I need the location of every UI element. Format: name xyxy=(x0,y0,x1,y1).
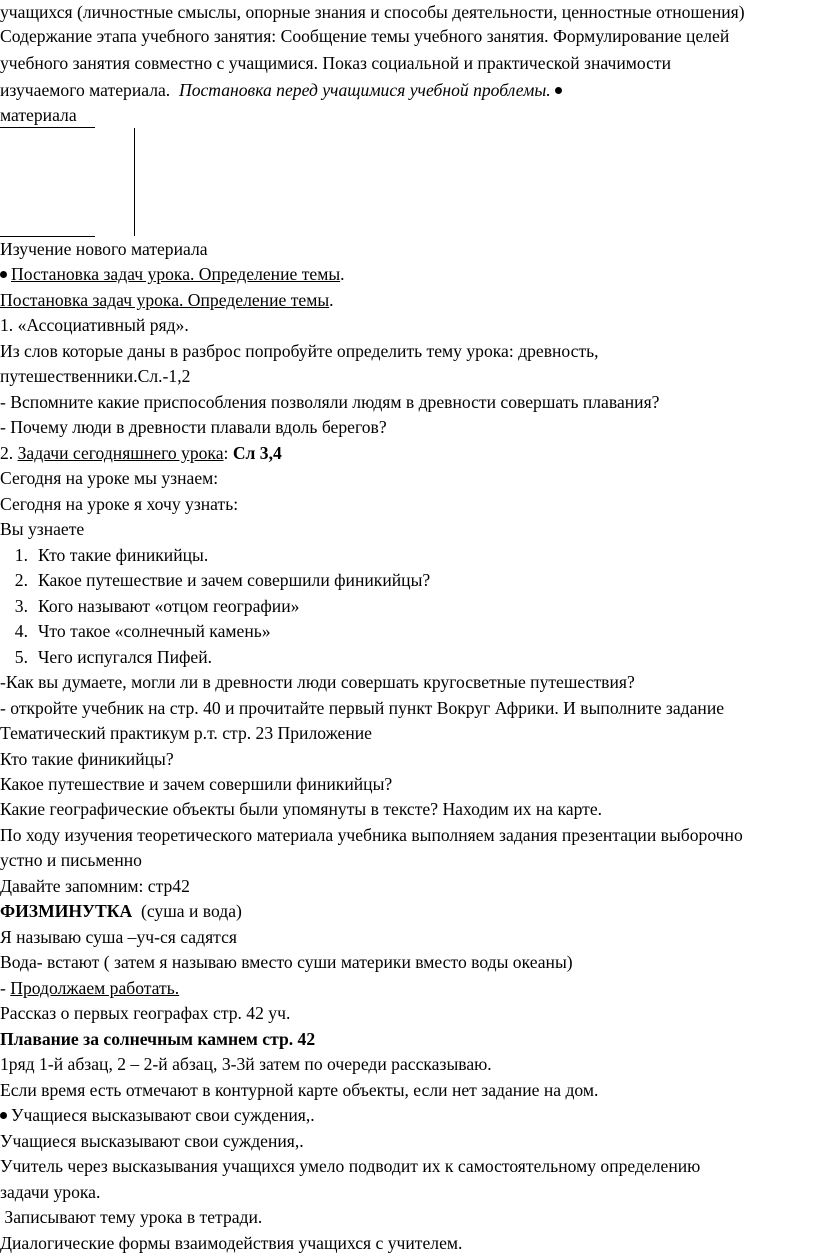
text: : xyxy=(223,443,233,463)
text: - Вспомните какие приспособления позволяли людям в древности совершать плавания? xyxy=(0,392,660,412)
text-line xyxy=(0,1001,290,1025)
text-line xyxy=(0,950,573,974)
section-heading xyxy=(0,237,208,261)
list-item xyxy=(0,543,208,567)
text: По ходу изучения теоретического материала учебника выполняем задания презентации выборочно xyxy=(0,825,743,845)
text-line xyxy=(0,51,671,75)
text: задачи урока. xyxy=(0,1182,101,1202)
underlined-text: Постановка задач урока. Определение темы xyxy=(0,290,330,310)
text-line xyxy=(0,339,599,363)
text: Кто такие финикийцы. xyxy=(38,545,209,565)
underlined-text: Постановка задач урока. Определение темы xyxy=(11,264,341,284)
text-line xyxy=(0,797,602,821)
text: 2. xyxy=(0,443,18,463)
bold-text: Плавание за солнечным камнем стр. 42 xyxy=(0,1029,316,1049)
text: Учащиеся высказывают свои суждения,. xyxy=(0,1131,304,1151)
text: Тематический практикум р.т. стр. 23 Приложение xyxy=(0,723,372,743)
list-number: 2. xyxy=(14,570,28,590)
text: Из слов которые даны в разброс попробуйте определить тему урока: древность, xyxy=(0,341,599,361)
text: учащихся (личностные смыслы, опорные знания и способы деятельности, ценностные отношения) xyxy=(0,2,745,22)
text: Я называю суша –уч-ся садятся xyxy=(0,927,237,947)
text-line xyxy=(0,721,372,745)
text-line xyxy=(0,1180,100,1204)
text-line xyxy=(0,772,392,796)
text-line xyxy=(0,24,729,48)
text-line xyxy=(0,874,190,898)
horizontal-rule xyxy=(0,127,95,128)
text-line xyxy=(0,441,282,465)
text: Какое путешествие и зачем совершили финикийцы? xyxy=(0,774,393,794)
text-line xyxy=(0,1205,262,1229)
text-line xyxy=(0,0,745,24)
list-number: 4. xyxy=(14,621,28,641)
text-line xyxy=(0,288,334,312)
text: . xyxy=(340,264,345,284)
text: Рассказ о первых географах стр. 42 уч. xyxy=(0,1003,291,1023)
text-line xyxy=(0,1129,304,1153)
text-line xyxy=(0,1231,462,1255)
underlined-text: Задачи сегодняшнего урока xyxy=(17,443,224,463)
text: Вы узнаете xyxy=(0,519,85,539)
text: устно и письменно xyxy=(0,850,142,870)
text: Кто такие финикийцы? xyxy=(0,749,174,769)
bullet-icon xyxy=(0,1112,7,1119)
text: 1ряд 1-й абзац, 2 – 2-й абзац, 3-3й затем по очереди рассказываю. xyxy=(0,1054,492,1074)
text: материала xyxy=(0,105,77,125)
text: - Почему люди в древности плавали вдоль берегов? xyxy=(0,417,387,437)
list-item xyxy=(0,645,212,669)
text-line xyxy=(0,899,242,923)
text: Сегодня на уроке я хочу узнать: xyxy=(0,494,239,514)
text: Если время есть отмечают в контурной карте объекты, если нет задание на дом. xyxy=(0,1080,599,1100)
text-line xyxy=(0,313,189,337)
bold-text: ФИЗМИНУТКА xyxy=(0,901,133,921)
problem-statement-italic: Постановка перед учащимися учебной проблемы. xyxy=(179,80,551,100)
text: Какие географические объекты были упомянуты в тексте? Находим их на карте. xyxy=(0,799,603,819)
text-line xyxy=(0,1103,315,1127)
text: Диалогические формы взаимодействия учащихся с учителем. xyxy=(0,1233,463,1253)
text: - xyxy=(0,978,11,998)
text: Какое путешествие и зачем совершили финикийцы? xyxy=(38,570,431,590)
text-line xyxy=(0,1052,492,1076)
text: Содержание этапа учебного занятия: Сообщение темы учебного занятия. Формулирование целей xyxy=(0,26,730,46)
text-line xyxy=(0,517,84,541)
list-item xyxy=(0,568,430,592)
text-line xyxy=(0,976,179,1000)
text: (суша и вода) xyxy=(132,901,242,921)
list-number: 3. xyxy=(14,596,28,616)
text-line xyxy=(0,1078,598,1102)
text: Записывают тему урока в тетради. xyxy=(0,1207,263,1227)
text-line xyxy=(0,823,743,847)
text: изучаемого материала. xyxy=(0,80,171,100)
list-number: 1. xyxy=(14,545,28,565)
text: . xyxy=(329,290,334,310)
text: -Как вы думаете, могли ли в древности люди совершать кругосветные путешествия? xyxy=(0,672,635,692)
text: Давайте запомним: стр42 xyxy=(0,876,190,896)
bold-text: Сл 3,4 xyxy=(232,443,282,463)
underlined-text: Продолжаем работать. xyxy=(10,978,180,998)
text: Учащиеся высказывают свои суждения,. xyxy=(11,1105,315,1125)
vertical-rule xyxy=(134,128,135,236)
list-number: 5. xyxy=(14,647,28,667)
text-line xyxy=(0,364,190,388)
text-line xyxy=(0,262,345,286)
text-line xyxy=(0,1027,315,1051)
text: Кого называют «отцом географии» xyxy=(38,596,300,616)
text-line xyxy=(0,466,218,490)
list-item xyxy=(0,619,271,643)
text-line xyxy=(0,747,174,771)
text: учебного занятия совместно с учащимися. Показ социальной и практической значимости xyxy=(0,53,672,73)
bullet-icon xyxy=(0,271,7,278)
text-line xyxy=(0,103,77,127)
text: Вода- встают ( затем я называю вместо суши материки вместо воды океаны) xyxy=(0,952,573,972)
text-line xyxy=(0,848,142,872)
text-line xyxy=(0,696,724,720)
text: путешественники.Сл.-1,2 xyxy=(0,366,191,386)
text: Что такое «солнечный камень» xyxy=(38,621,271,641)
bullet-icon xyxy=(555,87,562,94)
text: Чего испугался Пифей. xyxy=(38,647,213,667)
list-item xyxy=(0,594,299,618)
text-line xyxy=(0,1154,700,1178)
text-line xyxy=(0,78,566,102)
text: Изучение нового материала xyxy=(0,239,208,259)
text-line xyxy=(0,415,387,439)
text: Учитель через высказывания учащихся умело подводит их к самостоятельному определению xyxy=(0,1156,701,1176)
text: 1. «Ассоциативный ряд». xyxy=(0,315,189,335)
text: Сегодня на уроке мы узнаем: xyxy=(0,468,219,488)
text-line xyxy=(0,925,237,949)
text-line xyxy=(0,670,635,694)
text: - откройте учебник на стр. 40 и прочитайте первый пункт Вокруг Африки. И выполните задание xyxy=(0,698,725,718)
text-line xyxy=(0,492,238,516)
text-line xyxy=(0,390,659,414)
